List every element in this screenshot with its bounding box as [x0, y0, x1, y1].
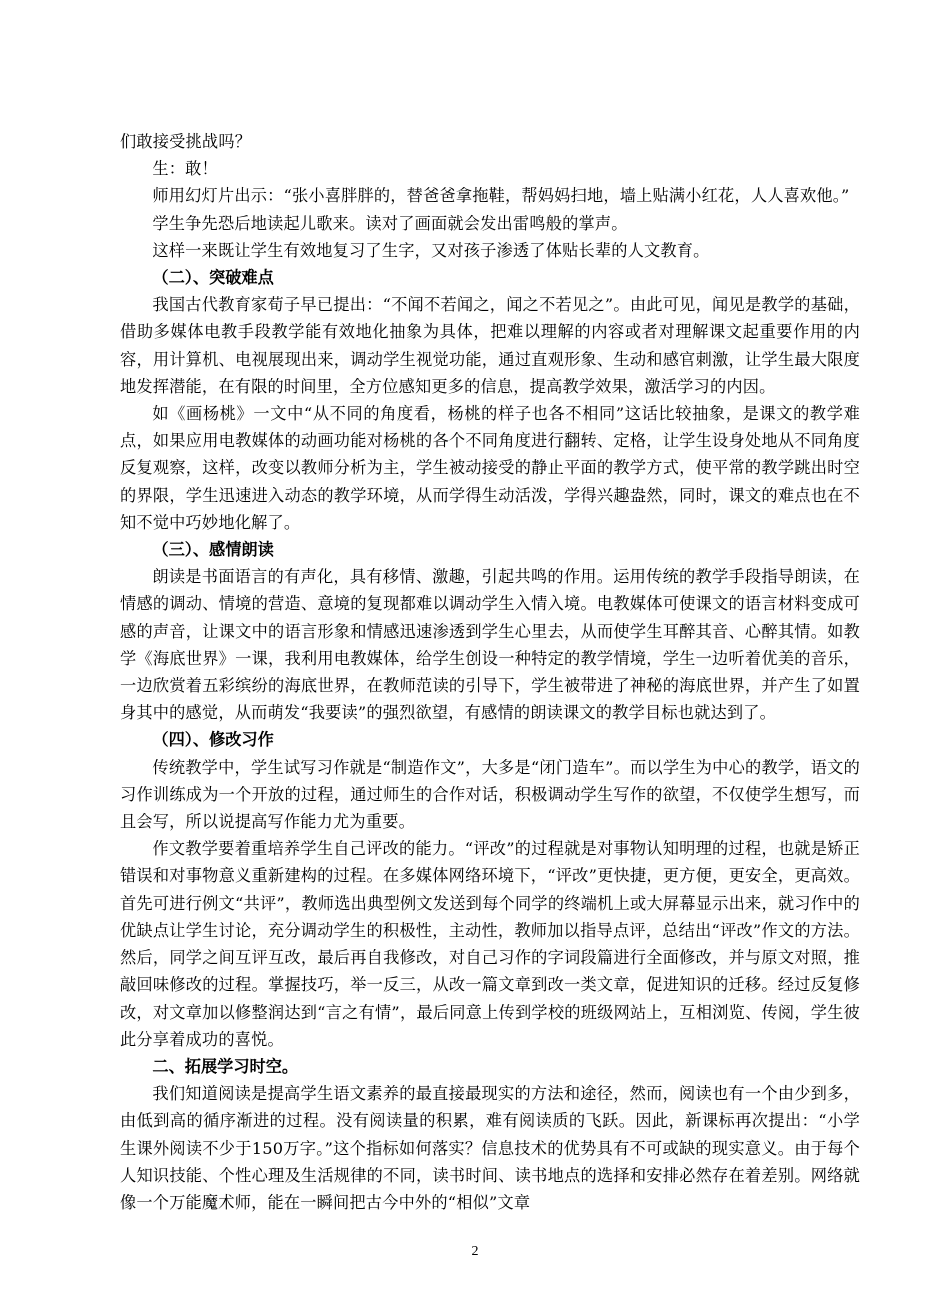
section-heading: （二）、突破难点	[152, 268, 274, 288]
document-body	[120, 128, 860, 1216]
paragraph: 我们知道阅读是提高学生语文素养的最直接最现实的方法和途径，然而，阅读也有一个由少到多，由低到高的循序渐进的过程。没有阅读量的积累，难有阅读质的飞跃。因此，新课标再次提出：“小学生课外阅读不少于150万字。”这个指标如何落实？信息技术的优势具有不可或缺的现实意义。由于每个人知识技能、个性心理及生活规律的不同，读书时间、读书地点的选择和安排必然存在着差别。网络就像一个万能魔术师，能在一瞬间把古今中外的“相似”文章	[120, 1084, 860, 1212]
paragraph: 这样一来既让学生有效地复习了生字，又对孩子渗透了体贴长辈的人文教育。	[152, 240, 710, 260]
section-heading: （三）、感情朗读	[152, 540, 274, 560]
paragraph: 生：敢！	[152, 159, 218, 179]
paragraph: 师用幻灯片出示：“张小喜胖胖的，替爸爸拿拖鞋，帮妈妈扫地，墙上贴满小红花，人人喜欢他。”	[152, 186, 850, 206]
paragraph: 学生争先恐后地读起儿歌来。读对了画面就会发出雷鸣般的掌声。	[152, 213, 628, 233]
section-heading: （四）、修改习作	[152, 730, 274, 750]
paragraph: 传统教学中，学生试写习作就是“制造作文”，大多是“闭门造车”。而以学生为中心的教学，语文的习作训练成为一个开放的过程，通过师生的合作对话，积极调动学生写作的欲望，不仅使学生想写，而且会写，所以说提高写作能力尤为重要。	[120, 757, 860, 832]
paragraph: 朗读是书面语言的有声化，具有移情、激趣，引起共鸣的作用。运用传统的教学手段指导朗读，在情感的调动、情境的营造、意境的复现都难以调动学生入情入境。电教媒体可使课文的语言材料变成可感的声音，让课文中的语言形象和情感迅速渗透到学生心里去，从而使学生耳醉其音、心醉其情。如教学《海底世界》一课，我利用电教媒体，给学生创设一种特定的教学情境，学生一边听着优美的音乐，一边欣赏着五彩缤纷的海底世界，在教师范读的引导下，学生被带进了神秘的海底世界，并产生了如置身其中的感觉，从而萌发“我要读”的强烈欲望，有感情的朗读课文的教学目标也就达到了。	[120, 567, 860, 723]
section-heading: 二、拓展学习时空。	[152, 1056, 299, 1076]
page-number: 2	[471, 1244, 479, 1259]
paragraph: 我国古代教育家荀子早已提出：“不闻不若闻之，闻之不若见之”。由此可见，闻见是教学的基础，借助多媒体电教手段教学能有效地化抽象为具体，把难以理解的内容或者对理解课文起重要作用的内容，用计算机、电视展现出来，调动学生视觉功能，通过直观形象、生动和感官刺激，让学生最大限度地发挥潜能，在有限的时间里，全方位感知更多的信息，提高教学效果，激活学习的内因。	[120, 295, 860, 396]
paragraph: 作文教学要着重培养学生自己评改的能力。“评改”的过程就是对事物认知明理的过程，也就是矫正错误和对事物意义重新建构的过程。在多媒体网络环境下，“评改”更快捷，更方便，更安全，更高效。首先可进行例文“共评”，教师选出典型例文发送到每个同学的终端机上或大屏幕显示出来，就习作中的优缺点让学生讨论，充分调动学生的积极性，主动性，教师加以指导点评，总结出“评改”作文的方法。然后，同学之间互评互改，最后再自我修改，对自己习作的字词段篇进行全面修改，并与原文对照，推敲回味修改的过程。掌握技巧，举一反三，从改一篇文章到改一类文章，促进知识的迁移。经过反复修改，对文章加以修整润达到“言之有情”，最后同意上传到学校的班级网站上，互相浏览、传阅，学生彼此分享着成功的喜悦。	[120, 839, 860, 1049]
paragraph: 如《画杨桃》一文中“从不同的角度看，杨桃的样子也各不相同”这话比较抽象，是课文的教学难点，如果应用电教媒体的动画功能对杨桃的各个不同角度进行翻转、定格，让学生设身处地从不同角度反复观察，这样，改变以教师分析为主，学生被动接受的静止平面的教学方式，使平常的教学跳出时空的界限，学生迅速进入动态的教学环境，从而学得生动活泼，学得兴趣盎然，同时，课文的难点也在不知不觉中巧妙地化解了。	[120, 404, 860, 532]
paragraph: 们敢接受挑战吗？	[120, 132, 252, 151]
